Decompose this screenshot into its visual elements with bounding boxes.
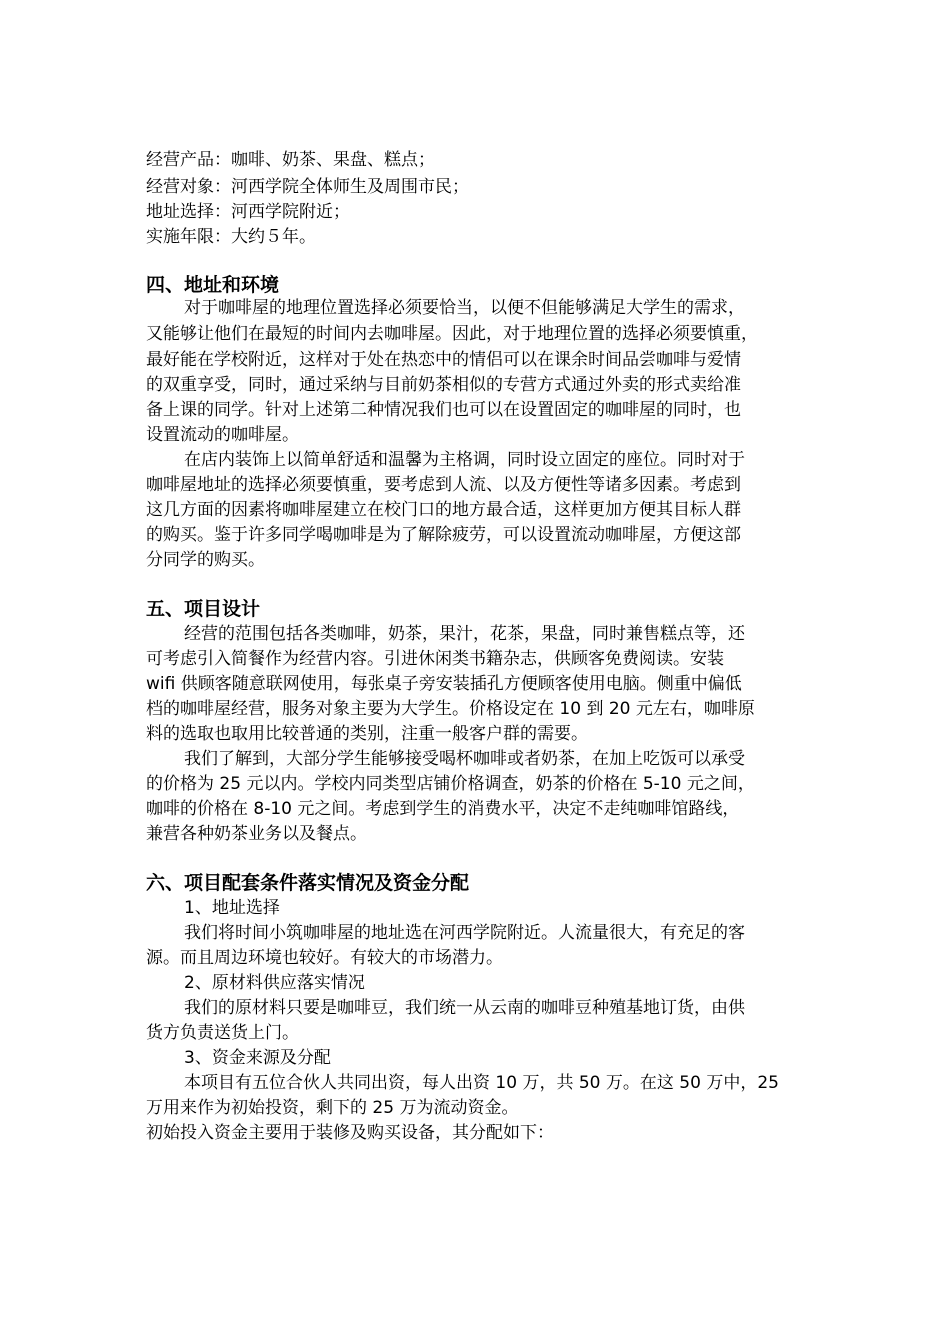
section4-line: 的双重享受，同时，通过采纳与目前奶茶相似的专营方式通过外卖的形式卖给准 (146, 375, 741, 395)
section4-line: 设置流动的咖啡屋。 (146, 425, 299, 445)
section6-subheading: 1、地址选择 (184, 898, 280, 918)
intro-duration: 实施年限：大约５年。 (146, 227, 316, 247)
section6-line: 万用来作为初始投资，剩下的 25 万为流动资金。 (146, 1098, 519, 1118)
section4-line: 的购买。鉴于许多同学喝咖啡是为了解除疲劳，可以设置流动咖啡屋，方便这部 (146, 525, 741, 545)
section5-line: 的价格为 25 元以内。学校内同类型店铺价格调查，奶茶的价格在 5-10 元之间， (146, 774, 755, 794)
section6-line: 本项目有五位合伙人共同出资，每人出资 10 万，共 50 万。在这 50 万中，25 (184, 1073, 779, 1093)
section6-subheading: 2、原材料供应落实情况 (184, 973, 365, 993)
section5-heading: 五、项目设计 (146, 598, 261, 620)
section5-line: 我们了解到，大部分学生能够接受喝杯咖啡或者奶茶，在加上吃饭可以承受 (184, 749, 745, 769)
intro-products: 经营产品：咖啡、奶茶、果盘、糕点； (146, 150, 435, 170)
section5-line: 料的选取也取用比较普通的类别，注重一般客户群的需要。 (146, 724, 588, 744)
section6-line: 我们将时间小筑咖啡屋的地址选在河西学院附近。人流量很大，有充足的客 (184, 923, 745, 943)
section5-line: 兼营各种奶茶业务以及餐点。 (146, 824, 367, 844)
intro-customers: 经营对象：河西学院全体师生及周围市民； (146, 177, 469, 197)
section5-line: 经营的范围包括各类咖啡，奶茶，果汁，花茶，果盘，同时兼售糕点等，还 (184, 624, 745, 644)
section6-line: 源。而且周边环境也较好。有较大的市场潜力。 (146, 948, 503, 968)
section4-line: 备上课的同学。针对上述第二种情况我们也可以在设置固定的咖啡屋的同时，也 (146, 400, 741, 420)
intro-location: 地址选择：河西学院附近； (146, 202, 350, 222)
section4-line: 又能够让他们在最短的时间内去咖啡屋。因此，对于地理位置的选择必须要慎重， (146, 324, 758, 344)
section4-line: 咖啡屋地址的选择必须要慎重，要考虑到人流、以及方便性等诸多因素。考虑到 (146, 475, 741, 495)
section4-heading: 四、地址和环境 (146, 274, 280, 296)
section4-line: 分同学的购买。 (146, 550, 265, 570)
section4-line: 对于咖啡屋的地理位置选择必须要恰当，以便不但能够满足大学生的需求， (184, 298, 745, 318)
section5-line: 咖啡的价格在 8-10 元之间。考虑到学生的消费水平，决定不走纯咖啡馆路线， (146, 799, 740, 819)
section5-line: wifi 供顾客随意联网使用，每张桌子旁安装插孔方便顾客使用电脑。侧重中偏低 (146, 674, 742, 694)
section6-line: 货方负责送货上门。 (146, 1023, 299, 1043)
section5-line: 档的咖啡屋经营，服务对象主要为大学生。价格设定在 10 到 20 元左右，咖啡原 (146, 699, 755, 719)
section4-line: 在店内装饰上以简单舒适和温馨为主格调，同时设立固定的座位。同时对于 (184, 450, 745, 470)
section6-line: 初始投入资金主要用于装修及购买设备，其分配如下： (146, 1123, 554, 1143)
section6-subheading: 3、资金来源及分配 (184, 1048, 331, 1068)
section6-line: 我们的原材料只要是咖啡豆，我们统一从云南的咖啡豆种殖基地订货，由供 (184, 998, 745, 1018)
section6-heading: 六、项目配套条件落实情况及资金分配 (146, 872, 470, 894)
section4-line: 最好能在学校附近，这样对于处在热恋中的情侣可以在课余时间品尝咖啡与爱情 (146, 350, 741, 370)
section4-line: 这几方面的因素将咖啡屋建立在校门口的地方最合适，这样更加方便其目标人群 (146, 500, 741, 520)
section5-line: 可考虑引入简餐作为经营内容。引进休闲类书籍杂志，供顾客免费阅读。安装 (146, 649, 724, 669)
